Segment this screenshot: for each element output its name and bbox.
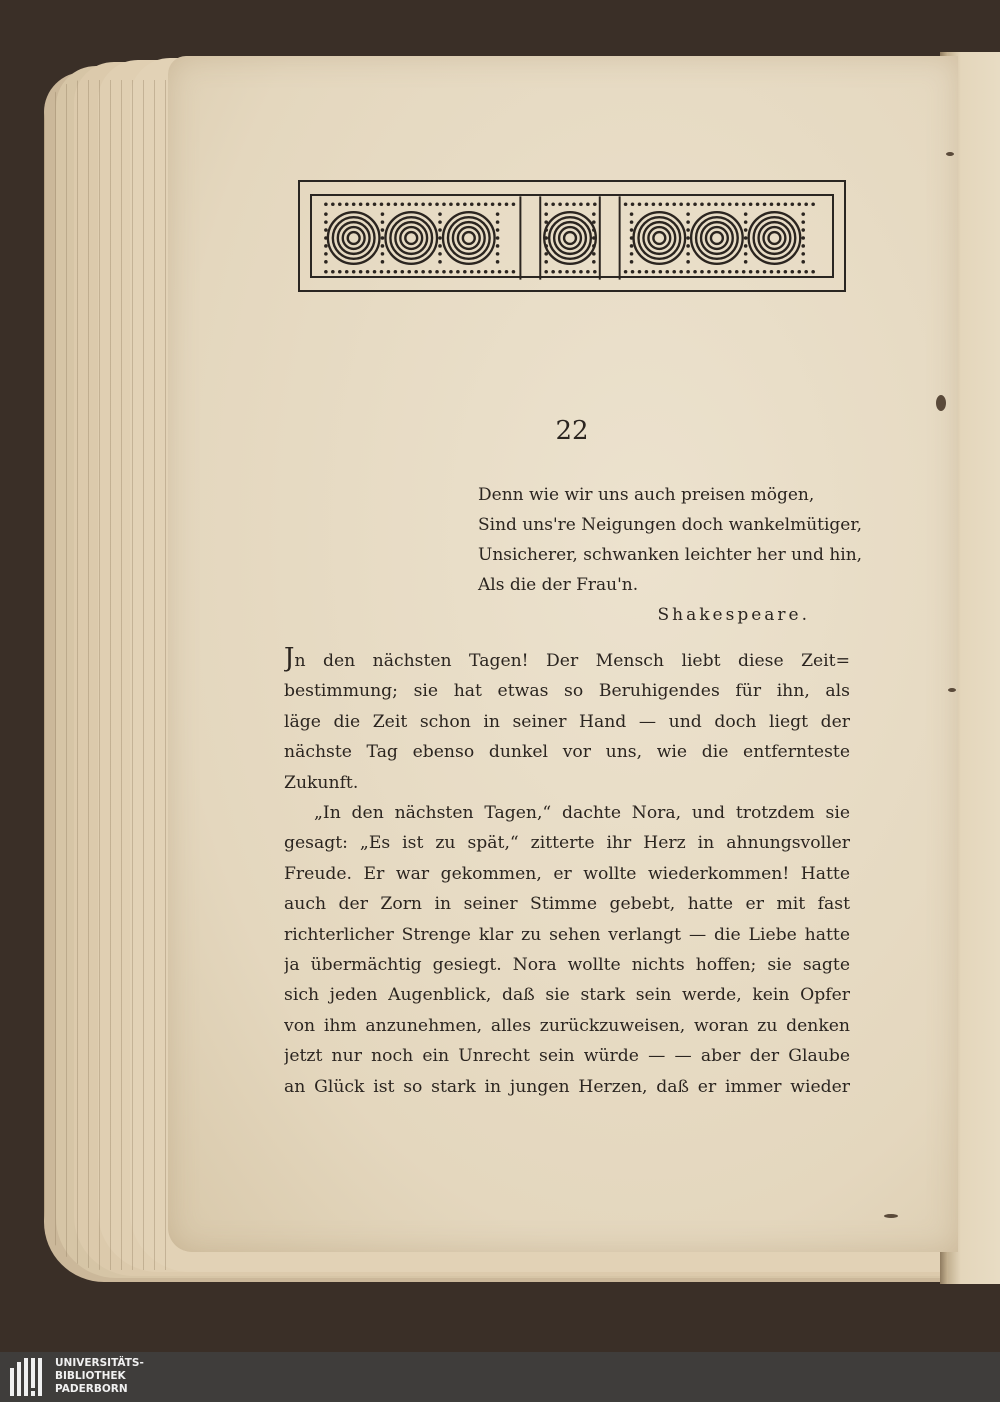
ornament-dot	[551, 202, 555, 206]
ornament-band	[298, 180, 846, 292]
ornament-dot	[324, 270, 328, 274]
ornament-circle	[443, 212, 495, 264]
ornament-dot	[381, 260, 385, 264]
library-logo-text	[55, 1357, 144, 1396]
ornament-dot	[438, 212, 442, 216]
ornament-dot	[721, 202, 725, 206]
ornament-dot	[505, 202, 509, 206]
body-line: Freude. Er war gekommen, er wollte wiederkommen! Hatte	[284, 863, 850, 884]
ornament-dot	[592, 244, 596, 248]
ornament-dot	[728, 270, 732, 274]
ornament-dot	[749, 202, 753, 206]
ornament-dot	[797, 270, 801, 274]
ornament-dot	[463, 270, 467, 274]
ornament-dot	[665, 202, 669, 206]
ornament-dot	[544, 270, 548, 274]
ornament-dot	[630, 252, 634, 256]
ornament-dot	[592, 260, 596, 264]
ornament-dot	[592, 220, 596, 224]
ornament-dot	[579, 270, 583, 274]
ornament-dot	[630, 228, 634, 232]
body-line-text: n den nächsten Tagen! Der Mensch liebt diese Zeit=	[294, 651, 850, 671]
body-line	[284, 646, 850, 676]
ornament-dot	[324, 202, 328, 206]
ornament-dot	[756, 270, 760, 274]
ornament-dot	[505, 270, 509, 274]
ornament-dot	[338, 270, 342, 274]
ornament-dot	[324, 220, 328, 224]
ornament-dot	[421, 270, 425, 274]
ornament-dot	[593, 270, 597, 274]
ornament-dot	[366, 202, 370, 206]
ornament-dot	[380, 202, 384, 206]
ornament-dot	[352, 270, 356, 274]
epigraph	[478, 480, 863, 630]
ornament-dot	[686, 212, 690, 216]
ornament-dot	[592, 212, 596, 216]
epigraph-line: Als die der Frau'n.	[478, 575, 639, 595]
ornament-dot	[414, 202, 418, 206]
ornament-dot	[592, 236, 596, 240]
ornament-dot	[407, 270, 411, 274]
ornament-dot	[686, 260, 690, 264]
ornament-dot	[373, 270, 377, 274]
epigraph-line: Sind uns're Neigungen doch wankelmütiger,	[478, 515, 863, 535]
ornament-dot	[801, 252, 805, 256]
body-line: läge die Zeit schon in seiner Hand — und doch liegt der	[284, 711, 850, 732]
epigraph-line: Unsicherer, schwanken leichter her und hin,	[478, 545, 863, 565]
ornament-dot	[381, 244, 385, 248]
ornament-dot	[421, 202, 425, 206]
ornament-dot	[801, 220, 805, 224]
ornament-dot	[401, 270, 405, 274]
ornament-dot	[387, 202, 391, 206]
ornament-dot	[381, 252, 385, 256]
body-line: nächste Tag ebenso dunkel vor uns, wie die entfernteste	[284, 742, 850, 763]
ornament-dot	[373, 202, 377, 206]
ornament-dot	[784, 202, 788, 206]
ornament-dot	[544, 244, 548, 248]
ornament-dot	[770, 202, 774, 206]
ornament-dot	[442, 202, 446, 206]
ornament-dot	[742, 202, 746, 206]
ornament-dot	[744, 228, 748, 232]
ornament-dot	[544, 202, 548, 206]
paper-speck	[936, 395, 946, 411]
ornament-dot	[801, 236, 805, 240]
ornament-dot	[470, 202, 474, 206]
ornament-dot	[381, 236, 385, 240]
ornament-dot	[484, 202, 488, 206]
ornament-dot	[707, 270, 711, 274]
ornament-dot	[777, 202, 781, 206]
ornament-dot	[331, 202, 335, 206]
ornament-dot	[744, 260, 748, 264]
ornament-dot	[438, 220, 442, 224]
ornament-circle	[328, 212, 380, 264]
ornament-circle	[749, 212, 801, 264]
ornament-dot	[770, 270, 774, 274]
body-line: an Glück ist so stark in jungen Herzen, daß er immer wieder	[284, 1076, 850, 1097]
ornament-dot	[544, 252, 548, 256]
body-text	[284, 646, 850, 1102]
ornament-dot	[428, 270, 432, 274]
ornament-dot	[435, 270, 439, 274]
ornament-dot	[707, 202, 711, 206]
ornament-dot	[442, 270, 446, 274]
ornament-dot	[791, 270, 795, 274]
ornament-dot	[624, 202, 628, 206]
drop-cap: J	[284, 646, 295, 673]
ornament-dot	[586, 202, 590, 206]
chapter-number: 22	[555, 416, 589, 446]
ornament-dot	[491, 202, 495, 206]
ornament-dot	[700, 202, 704, 206]
ornament-dot	[645, 270, 649, 274]
ornament-dot	[558, 270, 562, 274]
ornament-dot	[631, 202, 635, 206]
ornament-dot	[756, 202, 760, 206]
ornament-dot	[630, 220, 634, 224]
ornament-dot	[721, 270, 725, 274]
ornament-dot	[496, 212, 500, 216]
ornament-dot	[586, 270, 590, 274]
ornament-dot	[804, 270, 808, 274]
body-line: ja übermächtig gesiegt. Nora wollte nichts hoffen; sie sagte	[284, 955, 850, 976]
ornament-dot	[324, 244, 328, 248]
ornament-dot	[544, 212, 548, 216]
ornament-dot	[714, 270, 718, 274]
ornament-dot	[735, 270, 739, 274]
ornament-dot	[801, 212, 805, 216]
ornament-dot	[638, 202, 642, 206]
ornament-dot	[484, 270, 488, 274]
ornament-dot	[477, 202, 481, 206]
ornament-dot	[665, 270, 669, 274]
ornament-dot	[438, 228, 442, 232]
ornament-dot	[686, 270, 690, 274]
ornament-dot	[744, 220, 748, 224]
ornament-dot	[496, 220, 500, 224]
ornament-dot	[435, 202, 439, 206]
ornament-dot	[693, 202, 697, 206]
ornament-dot	[401, 202, 405, 206]
ornament-dot	[630, 212, 634, 216]
ornament-dot	[801, 228, 805, 232]
ornament-dot	[714, 202, 718, 206]
ornament-dot	[630, 236, 634, 240]
ornament-dot	[797, 202, 801, 206]
ornament-dot	[544, 220, 548, 224]
ornament-dot	[631, 270, 635, 274]
ornament-dot	[394, 270, 398, 274]
ornament-dot	[324, 260, 328, 264]
body-line: von ihm anzunehmen, alles zurückzuweisen, woran zu denken	[284, 1015, 850, 1036]
ornament-dot	[693, 270, 697, 274]
ornament-dot	[638, 270, 642, 274]
ornament-dot	[811, 202, 815, 206]
ornament-dot	[366, 270, 370, 274]
ornament-dot	[572, 202, 576, 206]
ornament-dot	[324, 212, 328, 216]
ornament-dot	[449, 202, 453, 206]
ornament-dot	[456, 270, 460, 274]
ornament-dot	[512, 202, 516, 206]
ornament-dot	[544, 236, 548, 240]
ornament-dot	[804, 202, 808, 206]
ornament-dot	[791, 202, 795, 206]
ornament-dot	[496, 252, 500, 256]
ornament-dot	[477, 270, 481, 274]
ornament-dot	[744, 244, 748, 248]
ornament-dot	[811, 270, 815, 274]
ornament-dot	[470, 270, 474, 274]
ornament-dot	[498, 270, 502, 274]
ornament-dot	[686, 220, 690, 224]
ornament-circle	[544, 212, 596, 264]
ornament-dot	[763, 270, 767, 274]
ornament-dot	[558, 202, 562, 206]
ornament-dot	[686, 202, 690, 206]
ornament-dot	[652, 270, 656, 274]
ornament-dot	[784, 270, 788, 274]
ornament-dot	[551, 270, 555, 274]
ornament-dot	[496, 236, 500, 240]
ornament-dot	[679, 202, 683, 206]
ornament-dot	[331, 270, 335, 274]
ornament-dot	[742, 270, 746, 274]
ornament-dot	[544, 260, 548, 264]
ornament-dot	[744, 236, 748, 240]
ornament-dot	[592, 252, 596, 256]
ornament-dot	[456, 202, 460, 206]
ornament-dot	[777, 270, 781, 274]
body-line: auch der Zorn in seiner Stimme gebebt, hatte er mit fast	[284, 894, 850, 915]
body-line: richterlicher Strenge klar zu sehen verlangt — die Liebe hatte	[284, 924, 850, 945]
ornament-dot	[496, 260, 500, 264]
ornament-dot	[380, 270, 384, 274]
ornament-dot	[491, 270, 495, 274]
body-line: jetzt nur noch ein Unrecht sein würde — — aber der Glaube	[284, 1046, 850, 1067]
ornament-dot	[659, 270, 663, 274]
ornament-dot	[679, 270, 683, 274]
ornament-dot	[359, 270, 363, 274]
ornament-circle	[385, 212, 437, 264]
ornament-dot	[438, 244, 442, 248]
ornament-dot	[630, 260, 634, 264]
ornament-inner-frame	[310, 194, 834, 278]
ornament-dot	[672, 202, 676, 206]
ornament-dot	[352, 202, 356, 206]
ornament-dot	[345, 202, 349, 206]
ornament-dot	[338, 202, 342, 206]
ornament-dot	[686, 244, 690, 248]
ornament-circle	[691, 212, 743, 264]
ornament-dot	[686, 236, 690, 240]
ornament-dot	[572, 270, 576, 274]
ornament-dot	[630, 244, 634, 248]
ornament-dot	[414, 270, 418, 274]
ornament-dot	[512, 270, 516, 274]
body-line: bestimmung; sie hat etwas so Beruhigendes für ihn, als	[284, 681, 850, 702]
logo-line: BIBLIOTHEK	[55, 1370, 126, 1382]
ornament-dot	[652, 202, 656, 206]
ornament-dot	[496, 244, 500, 248]
ornament-dot	[324, 236, 328, 240]
epigraph-line: Denn wie wir uns auch preisen mögen,	[478, 485, 815, 505]
ornament-dot	[387, 270, 391, 274]
ornament-dot	[672, 270, 676, 274]
ornament-dot	[700, 270, 704, 274]
library-logo-icon	[10, 1358, 46, 1396]
ornament-dot	[345, 270, 349, 274]
ornament-dot	[686, 228, 690, 232]
ornament-dot	[659, 202, 663, 206]
ornament-dot	[381, 212, 385, 216]
page-edge-texture	[44, 80, 174, 1270]
ornament-dot	[381, 228, 385, 232]
ornament-dot	[496, 228, 500, 232]
ornament-dot	[624, 270, 628, 274]
ornament-dot	[645, 202, 649, 206]
ornament-dot	[593, 202, 597, 206]
library-footer	[0, 1352, 1000, 1402]
ornament-dot	[744, 252, 748, 256]
ornament-dot	[579, 202, 583, 206]
paper-speck	[884, 1214, 898, 1218]
paper-speck	[948, 688, 956, 692]
body-line: „In den nächsten Tagen,“ dachte Nora, und trotzdem sie	[314, 803, 850, 824]
ornament-dot	[565, 202, 569, 206]
ornament-dot	[381, 220, 385, 224]
logo-line: PADERBORN	[55, 1383, 128, 1395]
ornament-dot	[744, 212, 748, 216]
ornament-dot	[463, 202, 467, 206]
ornament-dot	[728, 202, 732, 206]
ornament-dot	[592, 228, 596, 232]
ornament-dot	[438, 252, 442, 256]
ornament-dot	[735, 202, 739, 206]
ornament-pattern	[312, 196, 832, 280]
ornament-dot	[565, 270, 569, 274]
ornament-dot	[749, 270, 753, 274]
ornament-dot	[359, 202, 363, 206]
ornament-dot	[428, 202, 432, 206]
ornament-dot	[449, 270, 453, 274]
epigraph-author: Shakespeare.	[657, 605, 810, 625]
ornament-dot	[544, 228, 548, 232]
ornament-dot	[686, 252, 690, 256]
ornament-dot	[498, 202, 502, 206]
body-line: Zukunft.	[284, 772, 359, 793]
ornament-dot	[324, 228, 328, 232]
ornament-dot	[394, 202, 398, 206]
body-line: sich jeden Augenblick, daß sie stark sein werde, kein Opfer	[284, 985, 850, 1006]
logo-line: UNIVERSITÄTS-	[55, 1357, 144, 1369]
ornament-dot	[407, 202, 411, 206]
ornament-dot	[324, 252, 328, 256]
ornament-dot	[763, 202, 767, 206]
ornament-dot	[438, 260, 442, 264]
paper-speck	[946, 152, 954, 156]
body-line: gesagt: „Es ist zu spät,“ zitterte ihr Herz in ahnungsvoller	[284, 833, 850, 854]
ornament-circle	[634, 212, 686, 264]
ornament-dot	[801, 260, 805, 264]
ornament-dot	[801, 244, 805, 248]
ornament-dot	[438, 236, 442, 240]
